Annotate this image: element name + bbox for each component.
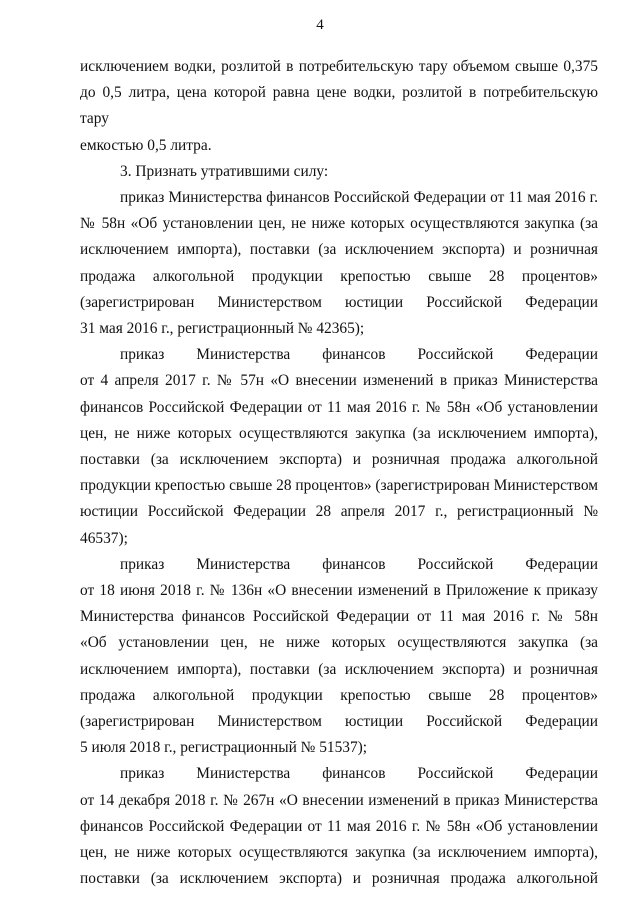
text-line: от 18 июня 2018 г. № 136н «О внесении изменений в Приложение к приказу	[80, 582, 598, 600]
text-line: финансов Российской Федерации от 11 мая 2016 г. № 58н «Об установлении	[80, 817, 598, 835]
text-line: исключением импорта), поставки (за исключением экспорта) и розничная	[80, 241, 598, 259]
text-line: приказ Министерства финансов Российской Федерации	[120, 765, 598, 783]
text-line: 5 июля 2018 г., регистрационный № 51537);	[80, 739, 368, 757]
page-number: 4	[316, 17, 324, 33]
paragraph-continuation	[80, 54, 598, 159]
text-line: приказ Министерства финансов Российской Федерации от 11 мая 2016 г.	[120, 189, 598, 207]
text-line: от 4 апреля 2017 г. № 57н «О внесении изменений в приказ Министерства	[80, 372, 598, 390]
paragraph-order-51537	[80, 552, 598, 762]
text-line: Министерства финансов Российской Федерации от 11 мая 2016 г. № 58н	[80, 608, 598, 626]
paragraph-order-267n	[80, 761, 598, 892]
text-line: емкостью 0,5 литра.	[80, 136, 212, 154]
text-line: поставки (за исключением экспорта) и розничная продажа алкогольной	[80, 451, 598, 469]
text-line: цен, не ниже которых осуществляются закупка (за исключением импорта),	[80, 424, 598, 442]
text-line: продажа алкогольной продукции крепостью свыше 28 процентов»	[80, 686, 598, 704]
text-line: продажа алкогольной продукции крепостью свыше 28 процентов»	[80, 267, 598, 285]
text-line: финансов Российской Федерации от 11 мая 2016 г. № 58н «Об установлении	[80, 398, 598, 416]
text-line: № 58н «Об установлении цен, не ниже которых осуществляются закупка (за	[80, 215, 598, 233]
text-line: поставки (за исключением экспорта) и розничная продажа алкогольной	[80, 870, 598, 888]
paragraph-order-46537	[80, 342, 598, 552]
text-line: «Об установлении цен, не ниже которых осуществляются закупка (за	[80, 634, 598, 652]
document-body	[80, 54, 598, 893]
text-line: от 14 декабря 2018 г. № 267н «О внесении изменений в приказ Министерства	[80, 791, 598, 809]
text-line: 3. Признать утратившими силу:	[120, 162, 329, 180]
text-line: приказ Министерства финансов Российской Федерации	[120, 555, 598, 573]
text-line: исключением водки, розлитой в потребительскую тару объемом свыше 0,375	[80, 58, 598, 75]
paragraph-order-42365	[80, 185, 598, 342]
text-line: продукции крепостью свыше 28 процентов» (зарегистрирован Министерством	[80, 477, 598, 495]
text-line: 31 мая 2016 г., регистрационный № 42365);	[80, 320, 365, 338]
text-line: (зарегистрирован Министерством юстиции Российской Федерации	[80, 293, 598, 311]
paragraph-item-3	[80, 159, 598, 185]
text-line: до 0,5 литра, цена которой равна цене водки, розлитой в потребительскую тару	[80, 84, 598, 128]
text-line: исключением импорта), поставки (за исключением экспорта) и розничная	[80, 660, 598, 678]
text-line: юстиции Российской Федерации 28 апреля 2017 г., регистрационный № 46537);	[80, 503, 598, 547]
text-line: (зарегистрирован Министерством юстиции Российской Федерации	[80, 713, 598, 731]
text-line: приказ Министерства финансов Российской Федерации	[120, 346, 598, 364]
text-line: цен, не ниже которых осуществляются закупка (за исключением импорта),	[80, 844, 598, 862]
